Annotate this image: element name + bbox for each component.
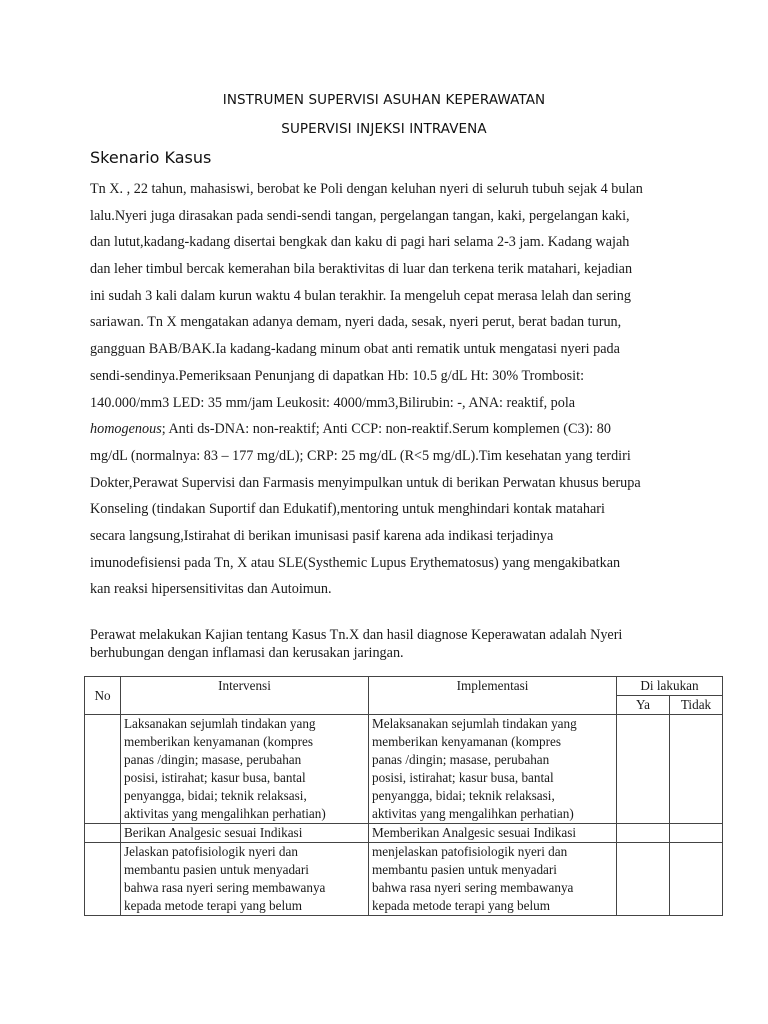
cell-line: kepada metode terapi yang belum xyxy=(372,898,550,913)
scenario-line: lalu.Nyeri juga dirasakan pada sendi-sendi tangan, pergelangan tangan, kaki, pergelangan kaki, xyxy=(90,207,630,224)
cell-line: aktivitas yang mengalihkan perhatian) xyxy=(372,806,574,821)
scenario-line: ini sudah 3 kali dalam kurun waktu 4 bulan terakhir. Ia mengeluh cepat merasa lelah dan sering xyxy=(90,287,631,304)
table-row xyxy=(85,843,723,916)
scenario-paragraph xyxy=(90,176,690,603)
scenario-line: homogenous; Anti ds-DNA: non-reaktif; Anti CCP: non-reaktif.Serum komplemen (C3): 80 xyxy=(90,421,611,438)
supervision-table xyxy=(84,676,723,916)
scenario-line: Dokter,Perawat Supervisi dan Farmasis menyimpulkan untuk di berikan Perwatan khusus berupa xyxy=(90,474,641,491)
cell-implementasi xyxy=(369,824,617,843)
diagnosis-paragraph xyxy=(90,626,690,662)
cell-line: memberikan kenyamanan (kompres xyxy=(124,734,313,749)
cell-line: bahwa rasa nyeri sering membawanya xyxy=(372,880,574,895)
header-implementasi: Implementasi xyxy=(369,677,617,715)
table-row xyxy=(85,715,723,824)
section-heading: Skenario Kasus xyxy=(90,148,212,167)
cell-intervensi xyxy=(121,715,369,824)
cell-line: Laksanakan sejumlah tindakan yang xyxy=(124,716,316,731)
scenario-line: imunodefisiensi pada Tn, X atau SLE(Systhemic Lupus Erythematosus) yang mengakibatkan xyxy=(90,554,621,571)
scenario-line: Konseling (tindakan Suportif dan Edukatif),mentoring untuk menghindari kontak matahari xyxy=(90,501,605,518)
cell-line: penyangga, bidai; teknik relaksasi, xyxy=(372,788,555,803)
scenario-line: sendi-sendinya.Pemeriksaan Penunjang di dapatkan Hb: 10.5 g/dL Ht: 30% Trombosit: xyxy=(90,367,585,384)
header-intervensi: Intervensi xyxy=(121,677,369,715)
cell-ya xyxy=(617,843,670,916)
cell-implementasi xyxy=(369,715,617,824)
scenario-line: dan leher timbul bercak kemerahan bila beraktivitas di luar dan terkena terik matahari, kejadian xyxy=(90,261,633,278)
cell-ya xyxy=(617,715,670,824)
cell-line: Berikan Analgesic sesuai Indikasi xyxy=(124,825,303,840)
scenario-line: secara langsung,Istirahat di berikan imunisasi pasif karena ada indikasi terjadinya xyxy=(90,527,554,544)
cell-ya xyxy=(617,824,670,843)
header-no: No xyxy=(85,677,121,715)
cell-line: menjelaskan patofisiologik nyeri dan xyxy=(372,844,568,859)
cell-line: kepada metode terapi yang belum xyxy=(124,898,302,913)
scenario-line: mg/dL (normalnya: 83 – 177 mg/dL); CRP: 25 mg/dL (R<5 mg/dL).Tim kesehatan yang terdiri xyxy=(90,447,631,464)
cell-line: aktivitas yang mengalihkan perhatian) xyxy=(124,806,326,821)
document-subtitle: SUPERVISI INJEKSI INTRAVENA xyxy=(281,121,487,137)
scenario-line: 140.000/mm3 LED: 35 mm/jam Leukosit: 4000/mm3,Bilirubin: -, ANA: reaktif, pola xyxy=(90,394,576,411)
scenario-line: gangguan BAB/BAK.Ia kadang-kadang minum obat anti rematik untuk mengatasi nyeri pada xyxy=(90,341,620,358)
cell-tidak xyxy=(670,824,723,843)
cell-implementasi xyxy=(369,843,617,916)
scenario-line: dan lutut,kadang-kadang disertai bengkak dan kaku di pagi hari selama 2-3 jam. Kadang wajah xyxy=(90,234,630,251)
cell-line: Memberikan Analgesic sesuai Indikasi xyxy=(372,825,576,840)
cell-line: Melaksanakan sejumlah tindakan yang xyxy=(372,716,577,731)
header-dilakukan: Di lakukan xyxy=(617,677,723,696)
cell-line: membantu pasien untuk menyadari xyxy=(372,862,557,877)
cell-line: bahwa rasa nyeri sering membawanya xyxy=(124,880,326,895)
cell-intervensi xyxy=(121,843,369,916)
cell-line: panas /dingin; masase, perubahan xyxy=(372,752,550,767)
italic-term: homogenous xyxy=(90,421,162,438)
document-title: INSTRUMEN SUPERVISI ASUHAN KEPERAWATAN xyxy=(222,92,546,108)
cell-line: penyangga, bidai; teknik relaksasi, xyxy=(124,788,307,803)
diagnosis-line: berhubungan dengan inflamasi dan kerusakan jaringan. xyxy=(90,645,404,661)
scenario-line: Tn X. , 22 tahun, mahasiswi, berobat ke Poli dengan keluhan nyeri di seluruh tubuh sejak 4 bulan xyxy=(90,181,643,197)
cell-line: memberikan kenyamanan (kompres xyxy=(372,734,561,749)
cell-no xyxy=(85,715,121,824)
table-header-row xyxy=(85,677,723,696)
cell-line: posisi, istirahat; kasur busa, bantal xyxy=(372,770,554,785)
scenario-line: kan reaksi hipersensitivitas dan Autoimun. xyxy=(90,581,332,598)
cell-line: Jelaskan patofisiologik nyeri dan xyxy=(124,844,298,859)
header-ya: Ya xyxy=(617,696,670,715)
cell-line: panas /dingin; masase, perubahan xyxy=(124,752,302,767)
cell-line: membantu pasien untuk menyadari xyxy=(124,862,309,877)
cell-tidak xyxy=(670,843,723,916)
table-row xyxy=(85,824,723,843)
header-tidak: Tidak xyxy=(670,696,723,715)
scenario-line: sariawan. Tn X mengatakan adanya demam, nyeri dada, sesak, nyeri perut, berat badan turun, xyxy=(90,314,622,331)
cell-line: posisi, istirahat; kasur busa, bantal xyxy=(124,770,306,785)
cell-no xyxy=(85,824,121,843)
cell-no xyxy=(85,843,121,916)
cell-intervensi xyxy=(121,824,369,843)
cell-tidak xyxy=(670,715,723,824)
diagnosis-line: Perawat melakukan Kajian tentang Kasus Tn.X dan hasil diagnose Keperawatan adalah Nyeri xyxy=(90,627,623,643)
